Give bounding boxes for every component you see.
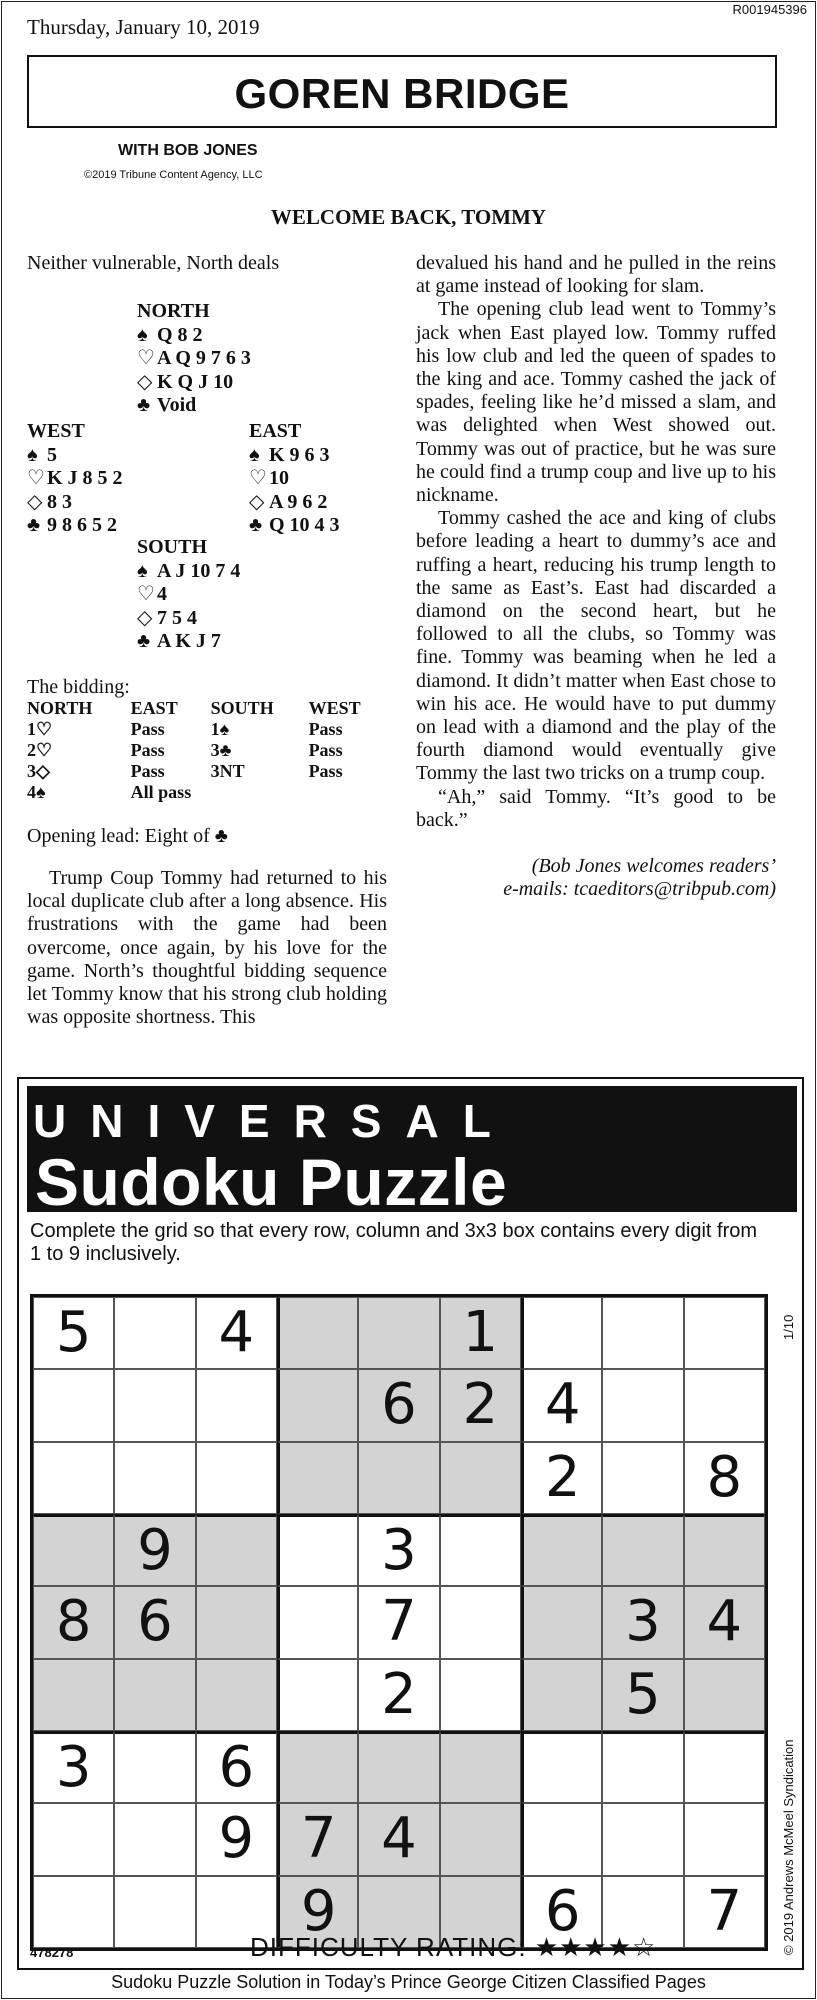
sudoku-cell[interactable] [684,1803,765,1875]
sudoku-cell[interactable] [196,1442,277,1514]
clubs-holding: Q 10 4 3 [269,514,340,536]
sudoku-cell[interactable]: 2 [358,1659,439,1731]
sudoku-banner [27,1086,797,1219]
bid-cell: Pass [308,761,343,781]
sudoku-grid [30,1294,768,1951]
column-copyright: ©2019 Tribune Content Agency, LLC [84,169,263,181]
sudoku-cell[interactable]: 1 [440,1297,521,1369]
spades-holding: A J 10 7 4 [157,559,241,582]
signoff-line: e-mails: tcaeditors@tribpub.com) [503,878,776,901]
author-line: WITH BOB JONES [118,142,258,159]
sudoku-cell[interactable] [521,1803,602,1875]
sudoku-cell[interactable]: 3 [33,1731,114,1803]
sudoku-cell[interactable] [602,1803,683,1875]
column-title: GOREN BRIDGE [234,70,570,117]
signoff-line: (Bob Jones welcomes readers’ [531,855,776,878]
hand-name: SOUTH [137,536,208,558]
opening-lead: Opening lead: Eight of ♣ [27,825,228,847]
bidding-header: EAST [130,698,178,718]
diamond-icon: ◇ [27,490,43,513]
heart-icon: ♡ [249,467,267,489]
puzzle-date: 1/10 [781,1314,796,1340]
sudoku-cell[interactable] [114,1659,195,1731]
puzzle-copyright: © 2019 Andrews McMeel Syndication [781,1739,796,1955]
banner-brand: UNIVERSAL [33,1095,515,1147]
hearts-holding: 4 [157,583,167,605]
bid-cell: Pass [308,740,343,760]
sudoku-cell[interactable] [196,1369,277,1441]
sudoku-cell[interactable]: 4 [684,1586,765,1658]
bidding-row [27,719,387,740]
spades-holding: K 9 6 3 [269,443,330,466]
hand-name: WEST [27,420,85,442]
column-title-box [27,55,777,128]
sudoku-cell[interactable] [602,1731,683,1803]
difficulty-rating [250,1932,656,1963]
bid-cell: Pass [130,740,165,760]
difficulty-stars: ★★★★☆ [534,1932,657,1962]
bidding-header: WEST [308,698,361,718]
sudoku-cell[interactable]: 6 [196,1731,277,1803]
sudoku-cell[interactable]: 6 [114,1586,195,1658]
solution-note: Sudoku Puzzle Solution in Today’s Prince George Citizen Classified Pages [111,1972,706,1992]
bid-cell: 4♠ [27,782,46,802]
article-paragraph: devalued his hand and he pulled in the reins at game instead of looking for slam. [416,252,776,298]
sudoku-cell[interactable] [358,1297,439,1369]
bid-cell: 1♡ [27,719,53,739]
sudoku-cell[interactable] [114,1731,195,1803]
diamonds-holding: K Q J 10 [157,370,234,393]
spades-holding: 5 [47,443,57,466]
bid-cell: Pass [308,719,343,739]
sudoku-cell[interactable]: 5 [33,1297,114,1369]
bidding-row [27,782,387,803]
bidding-row [27,740,387,761]
bid-cell: 3NT [210,761,245,781]
article-headline: WELCOME BACK, TOMMY [270,205,547,229]
spade-icon: ♠ [137,559,148,582]
bidding-label: The bidding: [27,676,130,698]
sudoku-instructions: Complete the grid so that every row, column and 3x3 box contains every digit from 1 to 9 inclusively. [30,1220,758,1265]
clubs-holding: 9 8 6 5 2 [47,514,117,536]
sudoku-cell[interactable] [277,1369,358,1441]
club-icon: ♣ [249,514,263,536]
sudoku-cell[interactable] [684,1731,765,1803]
sudoku-cell[interactable] [440,1442,521,1514]
sudoku-cell[interactable] [277,1659,358,1731]
spade-icon: ♠ [27,443,38,466]
heart-icon: ♡ [137,347,155,369]
sudoku-cell[interactable]: 9 [114,1514,195,1586]
sudoku-cell[interactable] [440,1659,521,1731]
vulnerability-line: Neither vulnerable, North deals [27,252,280,274]
sudoku-cell[interactable]: 8 [684,1442,765,1514]
diamonds-holding: A 9 6 2 [269,490,328,513]
sudoku-cell[interactable] [277,1442,358,1514]
hearts-holding: A Q 9 7 6 3 [157,347,251,369]
sudoku-cell[interactable] [521,1514,602,1586]
hand-west [27,420,123,538]
diamonds-holding: 8 3 [47,490,72,513]
club-icon: ♣ [137,630,151,652]
sudoku-cell[interactable] [114,1803,195,1875]
hand-south [137,536,240,654]
sudoku-cell[interactable] [602,1442,683,1514]
sudoku-cell[interactable] [33,1803,114,1875]
sudoku-cell[interactable] [114,1297,195,1369]
puzzle-id: 478278 [30,1945,74,1960]
diamond-icon: ◇ [137,606,153,629]
bid-cell: 3♣ [210,740,232,760]
article-paragraph: Tommy cashed the ace and king of clubs before leading a heart to dummy’s ace and ruffing a heart, reducing his trump length to the same as East’s. East had discarded a diamond on the second heart, but he followed to all the clubs, so Tommy was fine. Tommy was beaming when he led a diamond. It didn’t matter when East chose to win his ace. He would have to put dummy on lead with a diamond and the play of the fourth diamond would eventually give Tommy the last two tricks on a trump coup. [416,507,776,785]
sudoku-cell[interactable] [33,1659,114,1731]
sudoku-cell[interactable] [440,1514,521,1586]
sudoku-cell[interactable]: 5 [602,1659,683,1731]
difficulty-label: DIFFICULTY RATING: [250,1932,527,1962]
bid-cell: 3◇ [27,761,50,781]
bid-cell: Pass [130,719,165,739]
sudoku-cell[interactable]: 8 [33,1586,114,1658]
sudoku-cell[interactable] [196,1586,277,1658]
clubs-holding: A K J 7 [157,630,221,652]
hand-name: EAST [249,420,302,442]
bidding-header: SOUTH [210,698,274,718]
sudoku-cell[interactable] [33,1369,114,1441]
sudoku-cell[interactable] [521,1586,602,1658]
sudoku-cell[interactable]: 6 [358,1369,439,1441]
sudoku-cell[interactable] [602,1369,683,1441]
publication-date: Thursday, January 10, 2019 [27,15,260,39]
sudoku-cell[interactable] [602,1514,683,1586]
sudoku-cell[interactable] [684,1659,765,1731]
sudoku-cell[interactable] [684,1514,765,1586]
sudoku-cell[interactable]: 2 [521,1442,602,1514]
sudoku-cell[interactable] [196,1659,277,1731]
article-paragraph: “Ah,” said Tommy. “It’s good to be back.” [416,785,776,831]
sudoku-cell[interactable]: 2 [440,1369,521,1441]
sudoku-cell[interactable] [196,1514,277,1586]
sudoku-cell[interactable] [358,1731,439,1803]
bid-cell: Pass [130,761,165,781]
sudoku-cell[interactable] [521,1297,602,1369]
bid-cell: 1♠ [210,719,230,739]
reference-id: R001945396 [732,2,807,17]
bid-cell: All pass [130,782,192,802]
sudoku-cell[interactable] [33,1876,114,1948]
sudoku-cell[interactable] [440,1586,521,1658]
sudoku-cell[interactable]: 3 [358,1514,439,1586]
sudoku-cell[interactable] [440,1803,521,1875]
sudoku-cell[interactable]: 9 [196,1803,277,1875]
sudoku-cell[interactable] [114,1442,195,1514]
sudoku-cell[interactable] [277,1731,358,1803]
club-icon: ♣ [27,514,41,536]
sudoku-cell[interactable]: 7 [277,1803,358,1875]
diamond-icon: ◇ [137,370,153,393]
sudoku-cell[interactable] [114,1876,195,1948]
sudoku-cell[interactable] [684,1297,765,1369]
sudoku-cell[interactable]: 4 [358,1803,439,1875]
article-body-left: Trump Coup Tommy had returned to his local duplicate club after a long absence. His frustrations with the game had been overcome, once again, by his love for the game. North’s thoughtful bidding sequence let Tommy know that his strong club holding was opposite shortness. This [27,867,387,1029]
spades-holding: Q 8 2 [157,323,203,346]
sudoku-cell[interactable] [440,1731,521,1803]
hand-north [137,300,251,418]
sudoku-cell[interactable] [33,1514,114,1586]
sudoku-cell[interactable] [114,1369,195,1441]
sudoku-cell[interactable] [684,1369,765,1441]
bid-cell [309,782,387,803]
sudoku-cell[interactable] [33,1442,114,1514]
bidding-table [27,698,387,803]
sudoku-cell[interactable] [602,1297,683,1369]
sudoku-cell[interactable] [277,1297,358,1369]
diamonds-holding: 7 5 4 [157,606,197,629]
sudoku-cell[interactable]: 6 [521,1876,602,1948]
bid-cell: 2♡ [27,740,53,760]
hearts-holding: 10 [269,467,289,489]
sudoku-cell[interactable] [277,1586,358,1658]
sudoku-cell[interactable] [358,1442,439,1514]
sudoku-cell[interactable]: 4 [521,1369,602,1441]
bidding-header: NORTH [27,698,93,718]
banner-title: Sudoku Puzzle [35,1145,508,1219]
bid-cell [211,782,309,803]
sudoku-cell[interactable]: 3 [602,1586,683,1658]
sudoku-cell[interactable] [521,1659,602,1731]
sudoku-cell[interactable]: 4 [196,1297,277,1369]
club-icon: ♣ [137,394,151,416]
right-column [416,252,776,901]
hand-name: NORTH [137,300,210,322]
sudoku-cell[interactable] [521,1731,602,1803]
sudoku-cell[interactable]: 7 [684,1876,765,1948]
hearts-holding: K J 8 5 2 [47,467,123,489]
sudoku-cell[interactable]: 9 [277,1876,358,1948]
heart-icon: ♡ [137,583,155,605]
diamond-icon: ◇ [249,490,265,513]
bidding-row [27,761,387,782]
spade-icon: ♠ [249,443,260,466]
heart-icon: ♡ [27,467,45,489]
signoff [416,855,776,901]
sudoku-cell[interactable]: 7 [358,1586,439,1658]
spade-icon: ♠ [137,323,148,346]
clubs-holding: Void [157,394,197,416]
hand-east [249,420,340,538]
sudoku-cell[interactable] [277,1514,358,1586]
article-paragraph: The opening club lead went to Tommy’s jack when East played low. Tommy ruffed his low club and led the queen of spades to the king and ace. Tommy cashed the jack of spades, feeling like he’d missed a slam, and was delighted when West showed out. Tommy was out of practice, but he was sure he could find a trump coup and live up to his nickname. [416,298,776,507]
